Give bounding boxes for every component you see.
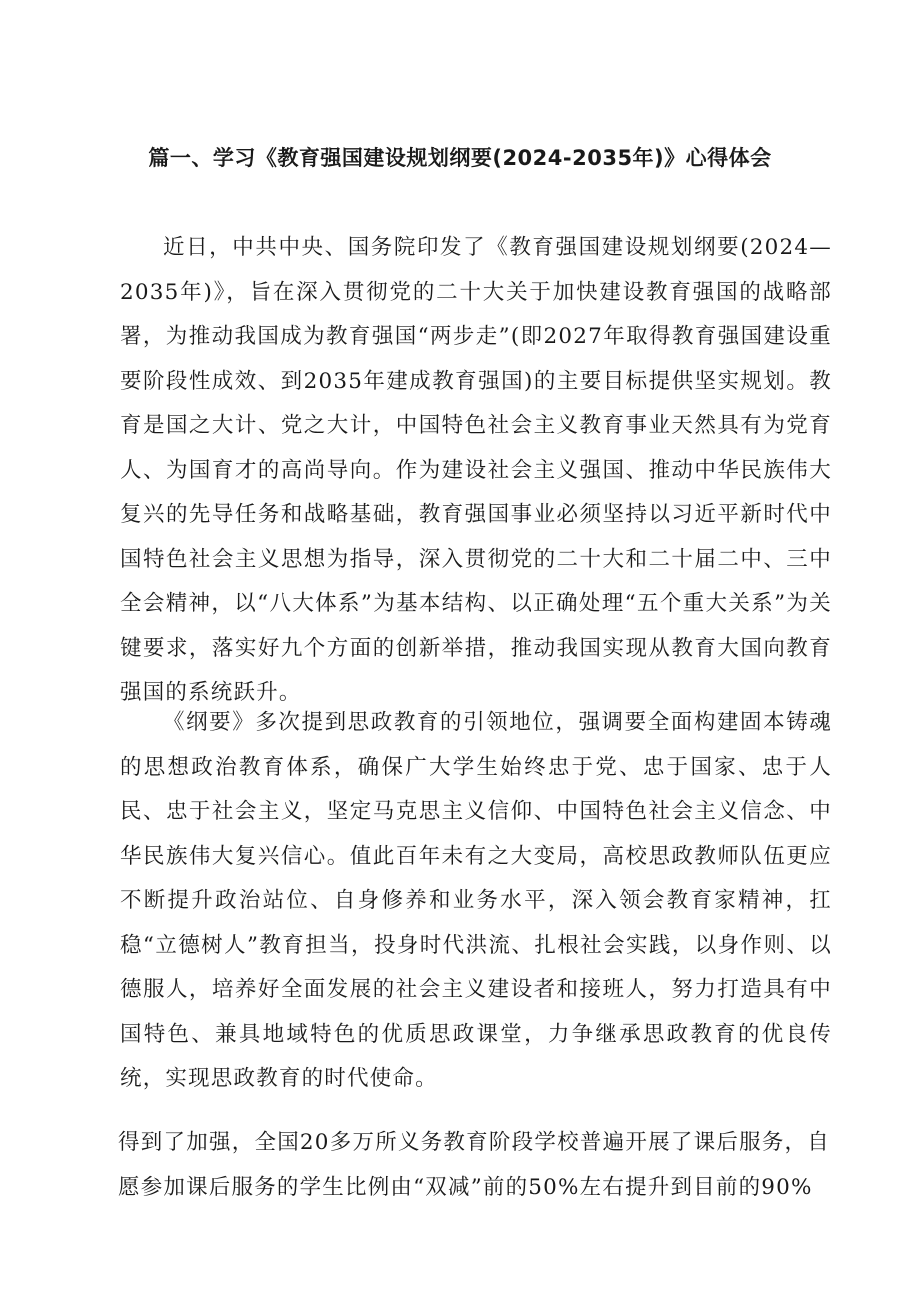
paragraph-2: 《纲要》多次提到思政教育的引领地位，强调要全面构建固本铸魂的思想政治教育体系，确保广大学生始终忠于党、忠于国家、忠于人民、忠于社会主义，坚定马克思主义信仰、中国特色社会主义信念、中华民族伟大复兴信心。值此百年未有之大变局，高校思政教师队伍更应不断提升政治站位、自身修养和业务水平，深入领会教育家精神，扛稳“立德树人”教育担当，投身时代洪流、扎根社会实践，以身作则、以德服人，培养好全面发展的社会主义建设者和接班人，努力打造具有中国特色、兼具地域特色的优质思政课堂，力争继承思政教育的优良传统，实现思政教育的时代使命。 [120, 710, 832, 1091]
paragraph-1: 近日，中共中央、国务院印发了《教育强国建设规划纲要(2024—2035年)》，旨在深入贯彻党的二十大关于加快建设教育强国的战略部署，为推动我国成为教育强国“两步走”(即2027年取得教育强国建设重要阶段性成效、到2035年建成教育强国)的主要目标提供坚实规划。教育是国之大计、党之大计，中国特色社会主义教育事业天然具有为党育人、为国育才的高尚导向。作为建设社会主义强国、推动中华民族伟大复兴的先导任务和战略基础，教育强国事业必须坚持以习近平新时代中国特色社会主义思想为指导，深入贯彻党的二十大和二十届二中、三中全会精神，以“八大体系”为基本结构、以正确处理“五个重大关系”为关键要求，落实好九个方面的创新举措，推动我国实现从教育大国向教育强国的系统跃升。 [120, 235, 832, 705]
paragraph-3: 得到了加强，全国20多万所义务教育阶段学校普遍开展了课后服务，自愿参加课后服务的学生比例由“双减”前的50%左右提升到目前的90% [118, 1130, 830, 1200]
document-title: 篇一、学习《教育强国建设规划纲要(2024-2035年)》心得体会 [148, 146, 772, 170]
